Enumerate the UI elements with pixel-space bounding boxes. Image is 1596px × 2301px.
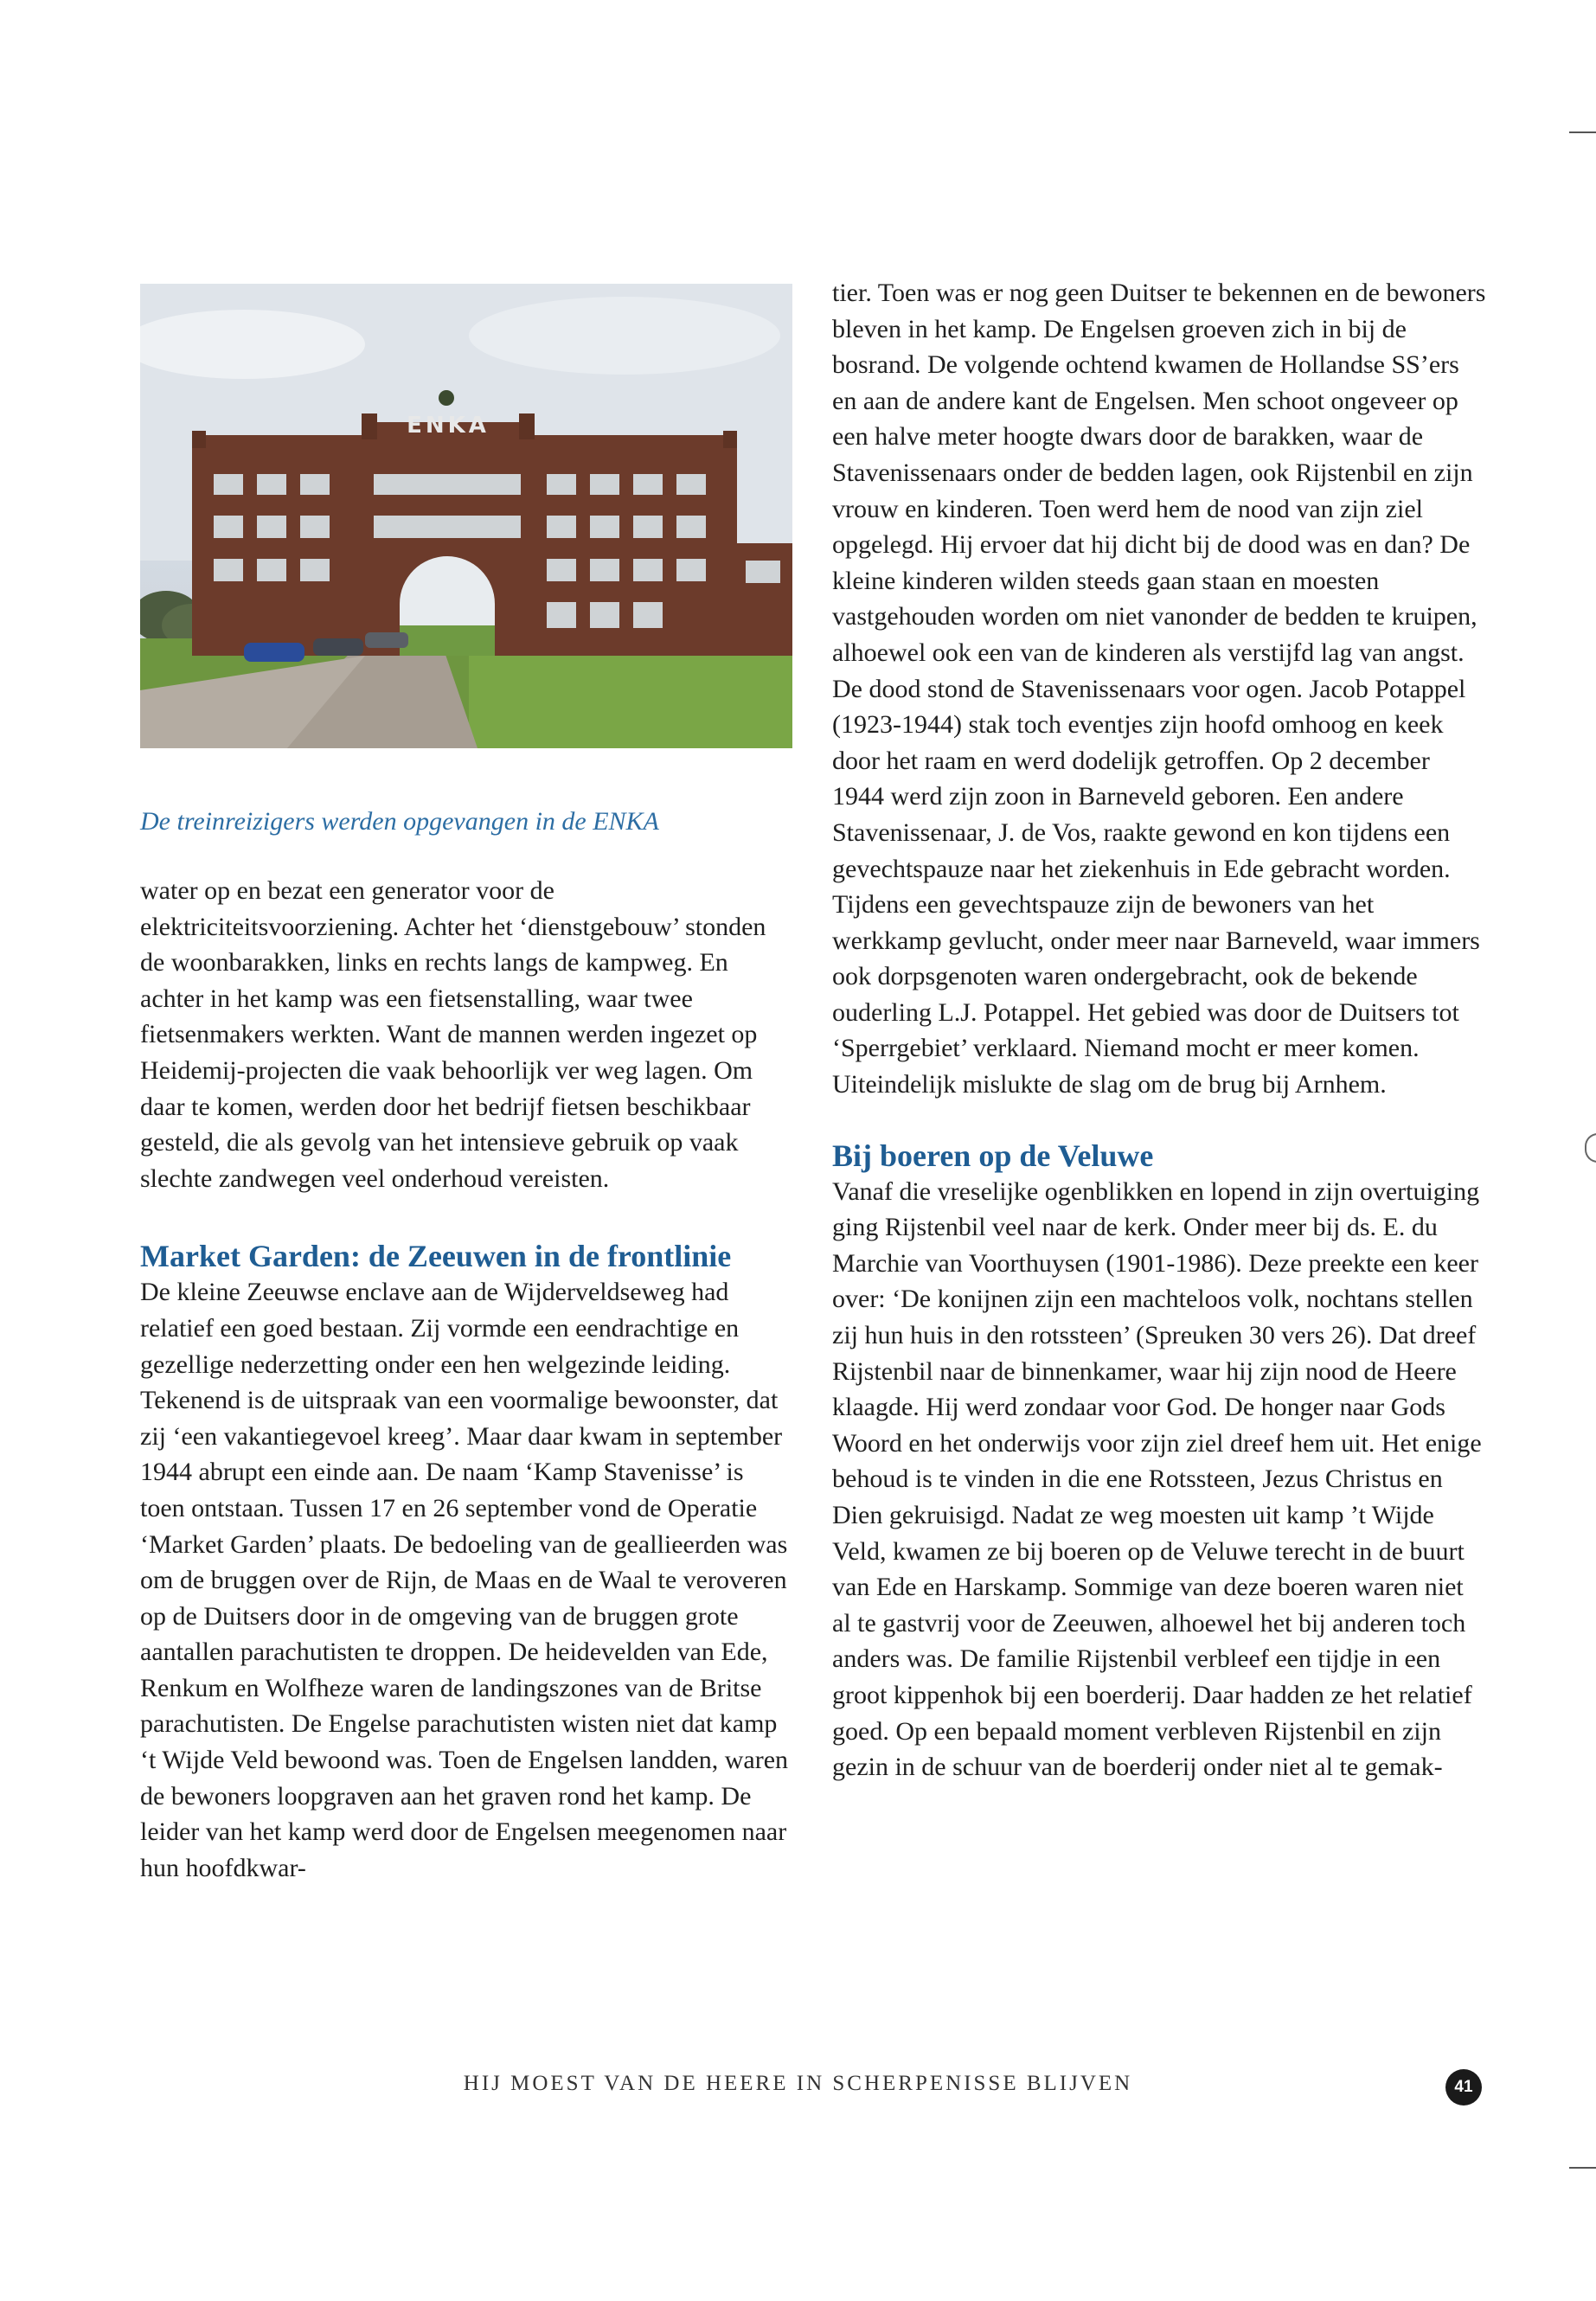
right-column <box>832 275 1486 1785</box>
left-column <box>140 284 794 1886</box>
section-heading-veluwe: Bij boeren op de Veluwe <box>832 1138 1154 1173</box>
section-heading-market-garden: Market Garden: de Zeeuwen in de frontlinie <box>140 1239 732 1274</box>
figure-caption: De treinreizigers werden opgevangen in de ENKA <box>140 807 659 836</box>
building-sign: ENKA <box>407 413 490 439</box>
right-paragraph-1: tier. Toen was er nog geen Duitser te bekennen en de bewoners bleven in het kamp. De Engelsen groeven zich in bij de bosrand. De volgende ochtend kwamen de Hollandse SS’ers en aan de andere kant de Engelsen. Men schoot ongeveer op een halve meter hoogte dwars door de barakken, waar de Stavenissenaars onder de bedden lagen, ook Rijstenbil en zijn vrouw en kinderen. Toen werd hem de nood van zijn ziel opgelegd. Hij ervoer dat hij dicht bij de dood was en dan? De kleine kinderen wilden steeds gaan staan en moesten vastgehouden worden om niet vanonder de bedden te kruipen, alhoewel ook een van de kinderen als verstijfd lag van angst. De dood stond de Stavenissenaars voor ogen. Jacob Potappel (1923-1944) stak toch eventjes zijn hoofd omhoog en keek door het raam en werd dodelijk getroffen. Op 2 december 1944 werd zijn zoon in Barneveld geboren. Een andere Stavenissenaar, J. de Vos, raakte gewond en kon tijdens een gevechtspauze naar het ziekenhuis in Ede gebracht worden. Tijdens een gevechtspauze zijn de bewoners van het werkkamp gevlucht, onder meer naar Barneveld, waar immers ook dorpsgenoten waren ondergebracht, ook de bekende ouderling L.J. Potappel. Het gebied was door de Duitsers tot ‘Sperrgebiet’ verklaard. Niemand mocht er meer komen. Uiteindelijk mislukte de slag om de brug bij Arnhem. <box>832 279 1486 1099</box>
right-paragraph-2: Vanaf die vreselijke ogenblikken en lopend in zijn overtuiging ging Rijstenbil veel naar de kerk. Onder meer bij ds. E. du Marchie van Voorthuysen (1901-1986). Deze preekte een keer over: ‘De konijnen zijn een machteloos volk, nochtans stellen zij hun huis in den rotssteen’ (Spreuken 30 vers 26). Dat dreef Rijstenbil naar de binnenkamer, waar hij zijn nood de Heere klaagde. Hij werd zondaar voor God. De honger naar Gods Woord en het onderwijs voor zijn ziel dreef hem uit. Het enige behoud is te vinden in die ene Rotssteen, Jezus Christus en Dien gekruisigd. Nadat ze weg moesten uit kamp ’t Wijde Veld, kwamen ze bij boeren op de Veluwe terecht in de buurt van Ede en Harskamp. Sommige van deze boeren waren niet al te gastvrij voor de Zeeuwen, alhoewel het bij anderen toch anders was. De familie Rijstenbil verbleef een tijdje in een groot kippenhok bij een boerderij. Daar hadden ze het relatief goed. Op een bepaald moment verbleven Rijstenbil en zijn gezin in de schuur van de boerderij onder niet al te gemak- <box>832 1176 1482 1782</box>
left-paragraph-1: water op en bezat een generator voor de elektriciteitsvoorziening. Achter het ‘dienstgebouw’ stonden de woonbarakken, links en rechts langs de kampweg. En achter in het kamp was een fietsenstalling, waar twee fietsenmakers werkten. Want de mannen werden ingezet op Heidemij-projecten die vaak behoorlijk ver weg lagen. Om daar te komen, werden door het bedrijf fietsen beschikbaar gesteld, die als gevolg van het intensieve gebruik op vaak slechte zandwegen veel onderhoud vereisten. <box>140 876 766 1193</box>
running-footer-title: HIJ MOEST VAN DE HEERE IN SCHERPENISSE BLIJVEN <box>463 2072 1133 2095</box>
crop-mark-top <box>1569 131 1596 133</box>
left-paragraph-2: De kleine Zeeuwse enclave aan de Wijderveldseweg had relatief een goed bestaan. Zij vormde een eendrachtige en gezellige nederzetting onder een hen welgezinde leiding. Tekenend is de uitspraak van een voormalige bewoonster, dat zij ‘een vakantiegevoel kreeg’. Maar daar kwam in september 1944 abrupt een einde aan. De naam ‘Kamp Stavenisse’ is toen ontstaan. Tussen 17 en 26 september vond de Operatie ‘Market Garden’ plaats. De bedoeling van de geallieerden was om de bruggen over de Rijn, de Maas en de Waal te veroveren op de Duitsers door in de omgeving van de bruggen grote aantallen parachutisten te droppen. De heidevelden van Ede, Renkum en Wolfheze waren de landingszones van de Britse parachutisten. De Engelse parachutisten wisten niet dat kamp ‘t Wijde Veld bewoond was. Toen de Engelsen landden, waren de bewoners loopgraven aan het graven rond het kamp. De leider van het kamp werd door de Engelsen meegenomen naar hun hoofdkwar- <box>140 1278 789 1882</box>
enka-building-photo <box>140 284 792 748</box>
crop-mark-bottom <box>1569 2167 1596 2169</box>
page-number-badge: 41 <box>1445 2069 1482 2106</box>
registration-mark <box>1585 1133 1596 1163</box>
